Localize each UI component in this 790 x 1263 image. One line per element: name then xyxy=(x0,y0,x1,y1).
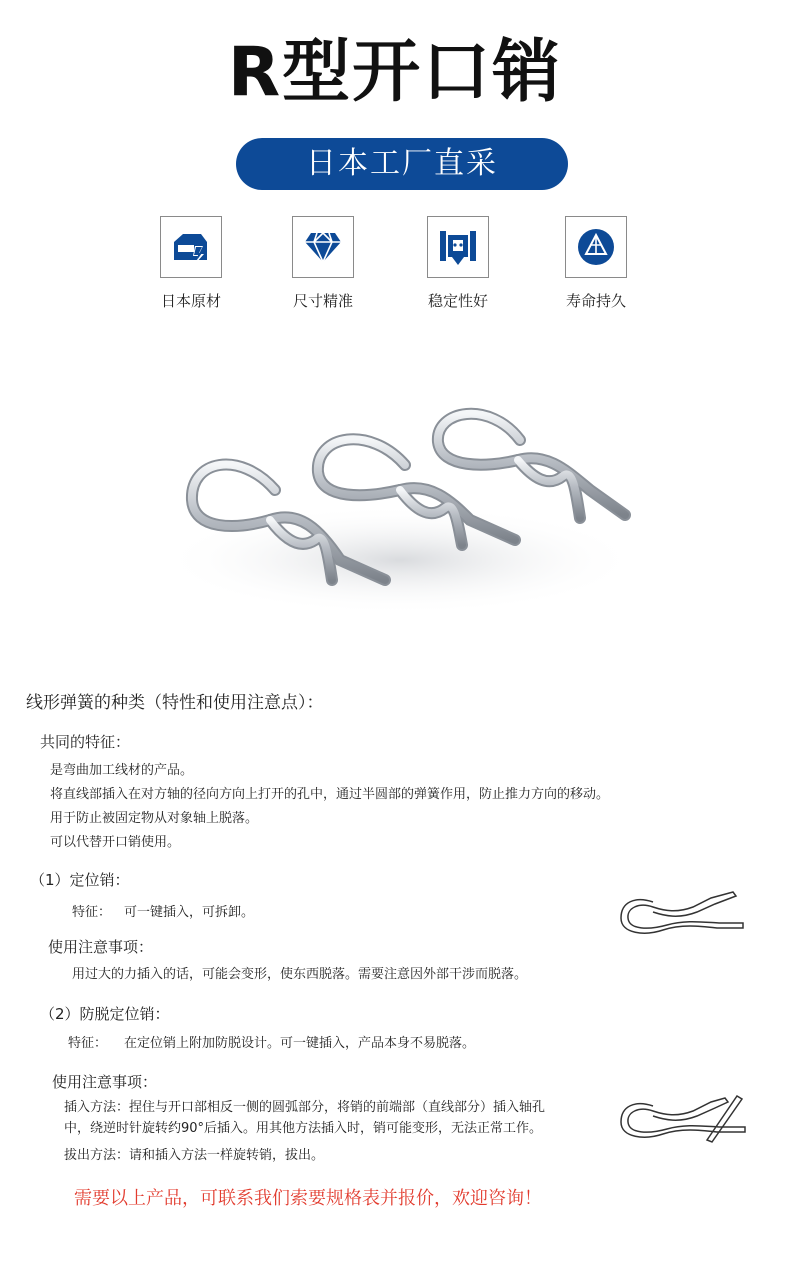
common-line: 可以代替开口销使用。 xyxy=(50,835,181,850)
factory-icon xyxy=(160,216,222,278)
feature-item-durability xyxy=(536,216,656,311)
compass-icon xyxy=(565,216,627,278)
type1-feature-label: 特征： xyxy=(72,905,112,920)
diamond-icon xyxy=(292,216,354,278)
feature-item-stability xyxy=(398,216,518,311)
page-title: R型开口销 xyxy=(227,33,563,112)
type2-remove-line: 拔出方法：请和插入方法一样旋转销，拔出。 xyxy=(64,1148,325,1163)
type2-feature-text: 在定位销上附加防脱设计。可一键插入，产品本身不易脱落。 xyxy=(124,1036,476,1051)
type2-title: （2）防脱定位销： xyxy=(40,1005,170,1023)
feature-item-precision xyxy=(263,216,383,311)
section-title: 线形弹簧的种类（特性和使用注意点）： xyxy=(26,693,324,713)
common-line: 用于防止被固定物从对象轴上脱落。 xyxy=(50,811,259,826)
feature-label: 尺寸精准 xyxy=(292,292,353,310)
anti-drop-clip-drawing xyxy=(615,1092,747,1144)
r-clip-drawing xyxy=(615,890,745,940)
feature-item-material xyxy=(131,216,251,311)
type1-title: （1）定位销： xyxy=(30,871,130,889)
type2-insert-line: 插入方法：捏住与开口部相反一侧的圆弧部分，将销的前端部（直线部分）插入轴孔 xyxy=(64,1100,546,1115)
feature-label: 稳定性好 xyxy=(427,292,488,310)
product-photo xyxy=(150,380,650,640)
inquiry-notice: 需要以上产品，可联系我们索要规格表并报价，欢迎咨询！ xyxy=(74,1188,542,1209)
type2-insert-line: 中，绕逆时针旋转约90°后插入。用其他方法插入时，销可能变形，无法正常工作。 xyxy=(64,1121,543,1136)
common-title: 共同的特征： xyxy=(40,733,131,751)
shield-icon xyxy=(427,216,489,278)
feature-label: 日本原材 xyxy=(160,292,221,310)
common-line: 是弯曲加工线材的产品。 xyxy=(50,763,194,778)
subtitle-banner: 日本工厂直采 xyxy=(236,138,568,190)
common-line: 将直线部插入在对方轴的径向方向上打开的孔中，通过半圆部的弹簧作用，防止推力方向的移动。 xyxy=(50,787,610,802)
feature-label: 寿命持久 xyxy=(565,292,626,310)
type1-feature-text: 可一键插入，可拆卸。 xyxy=(124,905,255,920)
type2-feature-label: 特征： xyxy=(68,1036,108,1051)
type1-caution-text: 用过大的力插入的话，可能会变形，使东西脱落。需要注意因外部干涉而脱落。 xyxy=(72,967,528,982)
type1-caution-title: 使用注意事项： xyxy=(48,938,154,956)
type2-caution-title: 使用注意事项： xyxy=(52,1073,158,1091)
